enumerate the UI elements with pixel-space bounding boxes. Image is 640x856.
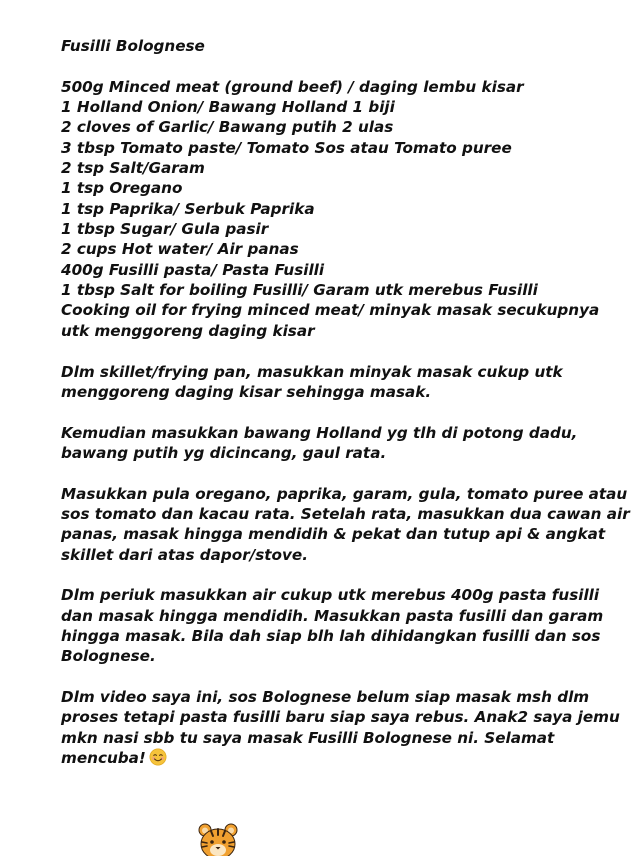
ingredient-item: 1 Holland Onion/ Bawang Holland 1 biji: [61, 98, 395, 117]
ingredient-item: 1 tbsp Salt for boiling Fusilli/ Garam utk merebus Fusilli: [61, 281, 538, 300]
ingredient-list: [61, 77, 631, 341]
step-paragraph: Kemudian masukkan bawang Holland yg tlh di potong dadu, bawang putih yg dicincang, gaul rata.: [61, 423, 578, 462]
ingredient-item: 2 cloves of Garlic/ Bawang putih 2 ulas: [61, 118, 394, 137]
closing-text: Dlm video saya ini, sos Bolognese belum siap masak msh dlm proses tetapi pasta fusilli baru siap saya rebus. Anak2 saya jemu mkn nasi sbb tu saya masak Fusilli Bolognese ni. Selamat mencuba!: [61, 688, 620, 768]
ingredient-item: 2 cups Hot water/ Air panas: [61, 240, 299, 259]
step-paragraph: Dlm skillet/frying pan, masukkan minyak masak cukup utk menggoreng daging kisar sehingga masak.: [61, 362, 563, 401]
step-paragraph: Dlm periuk masukkan air cukup utk merebus 400g pasta fusilli dan masak hingga mendidih. Masukkan pasta fusilli dan garam hingga masak. Bila dah siap blh lah dihidangkan fusilli dan sos Bolognese.: [61, 586, 604, 666]
step-paragraph: Masukkan pula oregano, paprika, garam, gula, tomato puree atau sos tomato dan kacau rata. Setelah rata, masukkan dua cawan air panas, masak hingga mendidih & pekat dan tutup api & angkat skillet dari atas dapor/stove.: [61, 484, 630, 564]
recipe-title: Fusilli Bolognese: [61, 37, 205, 55]
ingredient-item: 3 tbsp Tomato paste/ Tomato Sos atau Tomato puree: [61, 138, 512, 157]
ingredient-item: 1 tsp Paprika/ Serbuk Paprika: [61, 199, 315, 218]
smiling-face-icon: [149, 748, 167, 766]
recipe-document: [61, 36, 631, 789]
closing-paragraph: [61, 687, 631, 768]
ingredient-item: 1 tsp Oregano: [61, 179, 183, 198]
ingredient-item: 400g Fusilli pasta/ Pasta Fusilli: [61, 260, 325, 279]
ingredient-item: 1 tbsp Sugar/ Gula pasir: [61, 220, 269, 239]
tiger-face-icon: [197, 822, 239, 856]
ingredient-item: 2 tsp Salt/Garam: [61, 159, 205, 178]
ingredient-item: 500g Minced meat (ground beef) / daging lembu kisar: [61, 77, 524, 96]
ingredient-item: Cooking oil for frying minced meat/ minyak masak secukupnya utk menggoreng daging kisar: [61, 301, 600, 340]
